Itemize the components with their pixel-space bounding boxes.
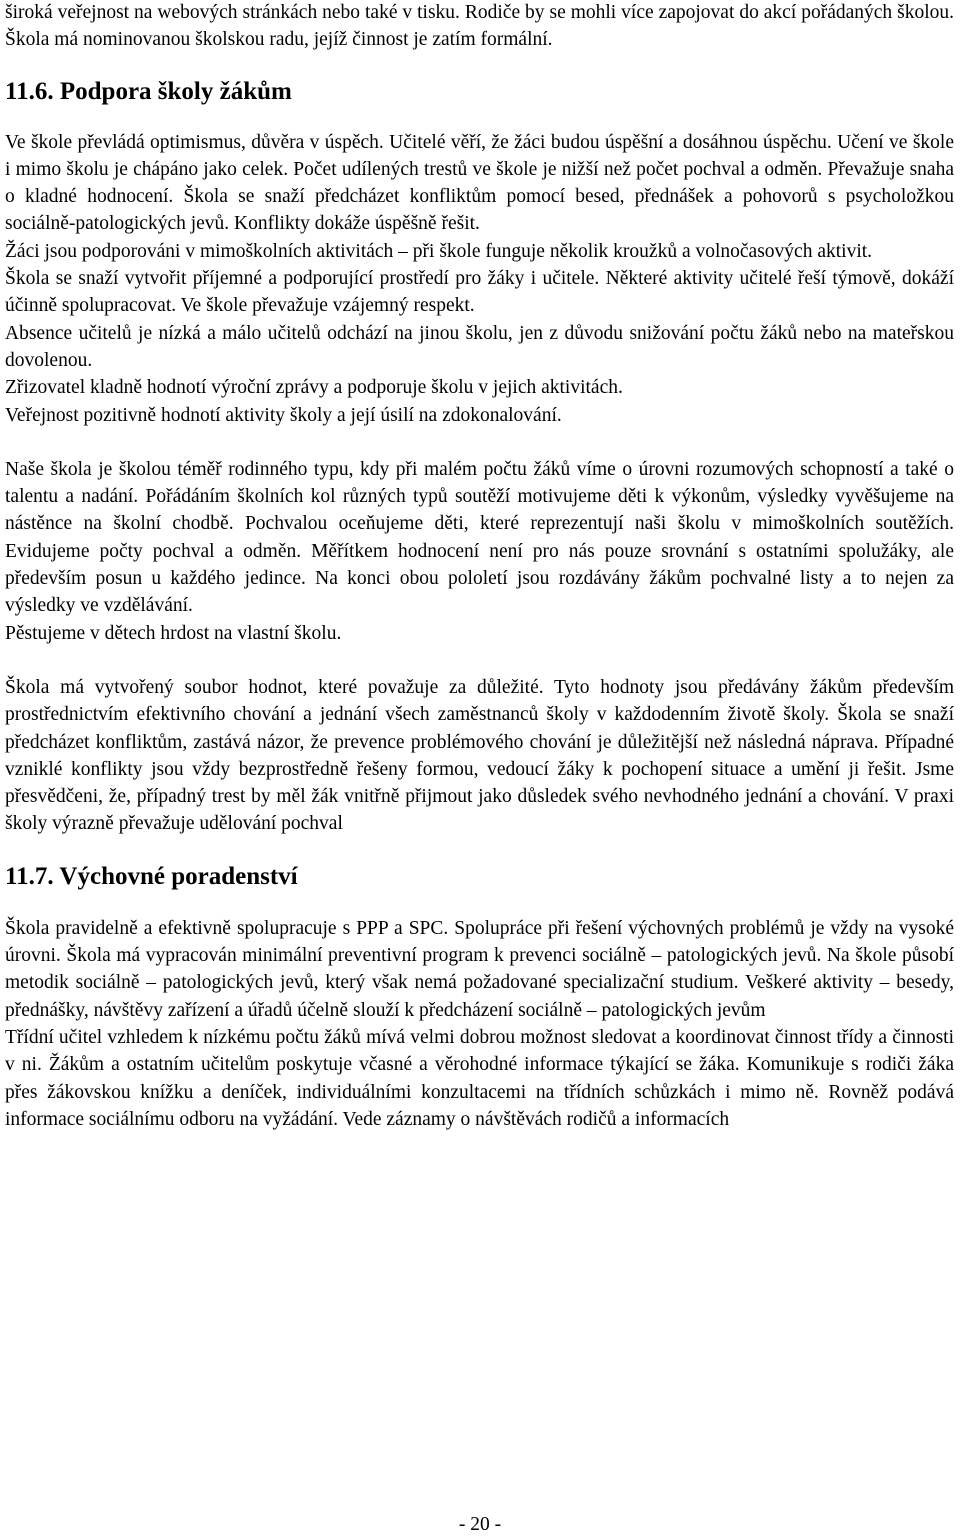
paragraph-optimism: Ve škole převládá optimismus, důvěra v úspěch. Učitelé věří, že žáci budou úspěšní a dosáhnou úspěchu. Učení ve škole i mimo školu je chápáno jako celek. Počet udílených trestů ve škole je nižší než počet pochval a odměn. Převažuje snaha o kladné hodnocení. Škola se snaží předcházet konfliktům pomocí besed, přednášek a pohovorů s psycholožkou sociálně-patologických jevů. Konflikty dokáže úspěšně řešit. bbox=[5, 131, 954, 235]
section-heading-11-7: 11.7. Výchovné poradenství bbox=[5, 862, 298, 890]
paragraph-cooperation: Škola pravidelně a efektivně spolupracuje s PPP a SPC. Spolupráce při řešení výchovných problémů je vždy na vysoké úrovni. Škola má vypracován minimální preventivní program k prevenci sociálně – patologických jevů. Na škole působí metodik sociálně – patologických jevů, který však nemá požadované specializační studium. Veškeré aktivity – besedy, přednášky, návštěvy zařízení a úřadů účelně slouží k předcházení sociálně – patologických jevům bbox=[5, 917, 954, 1021]
section-heading-11-6: 11.6. Podpora školy žákům bbox=[5, 77, 292, 105]
paragraph-public: Veřejnost pozitivně hodnotí aktivity školy a její úsilí na zdokonalování. bbox=[5, 404, 562, 426]
paragraph-values: Škola má vytvořený soubor hodnot, které považuje za důležité. Tyto hodnoty jsou předávány žákům především prostřednictvím efektivního chování a jednání všech zaměstnanců školy v každodenním životě školy. Škola se snaží předcházet konfliktům, zastává názor, že prevence problémového chování je důležitější než následná náprava. Případné vzniklé konflikty jsou vždy bezprostředně řešeny formou, vedoucí žáky k pochopení situace a umění ji řešit. Jsme přesvědčeni, že, případný trest by měl žák vnitřně přijmout jako důsledek svého nevhodného jednání a chování. V praxi školy výrazně převažuje udělování pochval bbox=[5, 676, 954, 835]
page-content bbox=[5, 0, 954, 1133]
paragraph-gap bbox=[5, 647, 954, 674]
paragraph-environment: Škola se snaží vytvořit příjemné a podporující prostředí pro žáky i učitele. Některé aktivity učitelé řeší týmově, dokáží účinně spolupracovat. Ve škole převažuje vzájemný respekt. bbox=[5, 268, 954, 317]
paragraph-gap bbox=[5, 429, 954, 456]
intro-paragraph: široká veřejnost na webových stránkách nebo také v tisku. Rodiče by se mohli více zapojovat do akcí pořádaných školou. Škola má nominovanou školskou radu, jejíž činnost je zatím formální. bbox=[5, 2, 954, 51]
page-number: - 20 - bbox=[458, 1514, 502, 1535]
paragraph-extracurricular: Žáci jsou podporováni v mimoškolních aktivitách – při škole funguje několik kroužků a volnočasových aktivit. bbox=[5, 240, 873, 262]
paragraph-family-school: Naše škola je školou téměř rodinného typu, kdy při malém počtu žáků víme o úrovni rozumových schopností a také o talentu a nadání. Pořádáním školních kol různých typů soutěží motivujeme děti k výkonům, výsledky vyvěšujeme na nástěnce na školní chodbě. Pochvalou oceňujeme děti, které reprezentují naši školu v mimoškolních soutěžích. Evidujeme počty pochval a odměn. Měřítkem hodnocení není pro nás pouze srovnání s ostatními spolužáky, ale především posun u každého jedince. Na konci obou pololetí jsou rozdávány žákům pochvalné listy a to nejen za výsledky ve vzdělávání. bbox=[5, 458, 954, 617]
paragraph-class-teacher: Třídní učitel vzhledem k nízkému počtu žáků mívá velmi dobrou možnost sledovat a koordinovat činnost třídy a činnosti v ni. Žákům a ostatním učitelům poskytuje včasné a věrohodné informace týkající se žáka. Komunikuje s rodiči žáka přes žákovskou knížku a deníček, individuálními konzultacemi na třídních schůzkách i mimo ně. Rovněž podává informace sociálnímu odboru na vyžádání. Vede záznamy o návštěvách rodičů a informacích bbox=[5, 1026, 954, 1130]
paragraph-founder: Zřizovatel kladně hodnotí výroční zprávy a podporuje školu v jejich aktivitách. bbox=[5, 377, 623, 399]
paragraph-pride: Pěstujeme v dětech hrdost na vlastní školu. bbox=[5, 622, 342, 644]
paragraph-absence: Absence učitelů je nízká a málo učitelů odchází na jinou školu, jen z důvodu snižování počtu žáků nebo na mateřskou dovolenou. bbox=[5, 322, 954, 371]
